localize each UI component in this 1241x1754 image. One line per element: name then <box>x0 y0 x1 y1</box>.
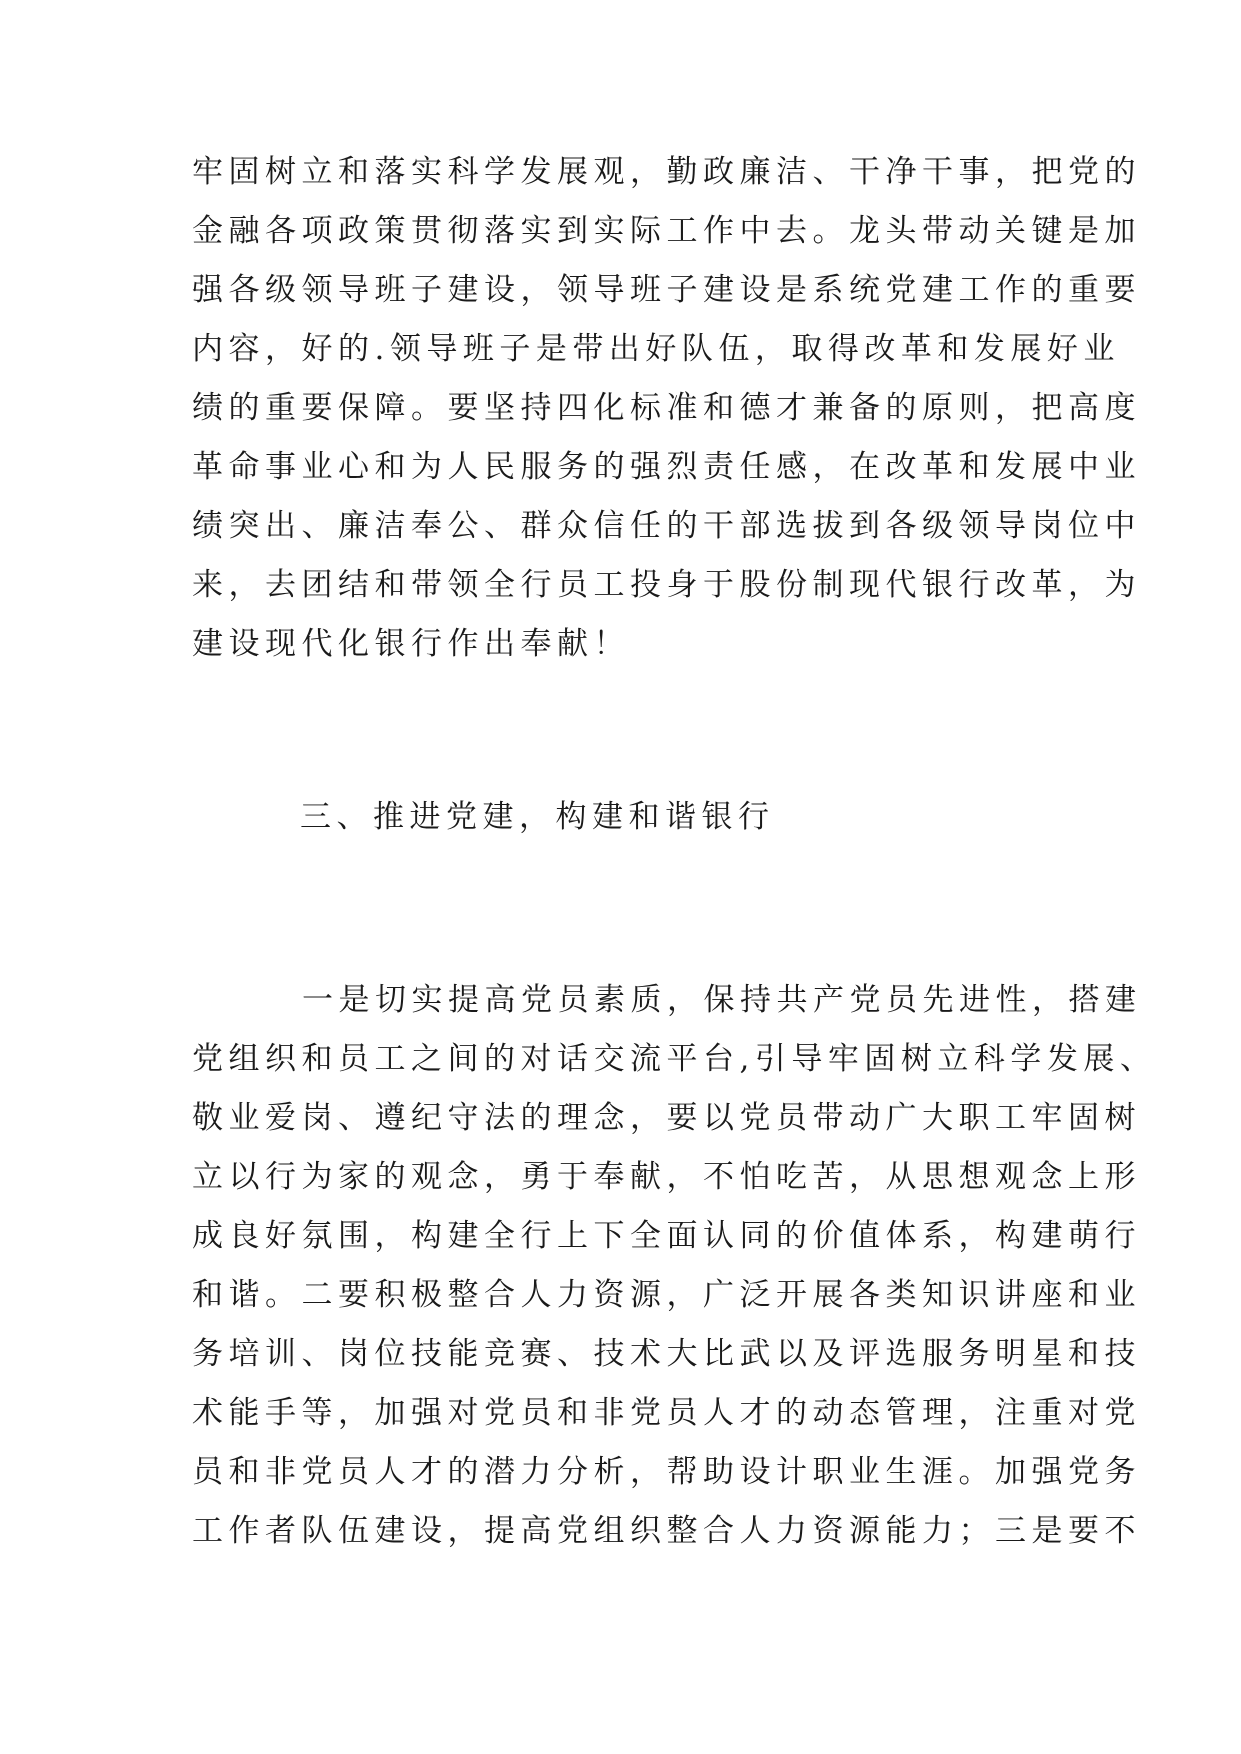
paragraph-1-line-2: 金融各项政策贯彻落实到实际工作中去。龙头带动关键是加 <box>192 213 1141 249</box>
paragraph-1-line-6: 革命事业心和为人民服务的强烈责任感，在改革和发展中业 <box>192 449 1141 485</box>
paragraph-1-line-1: 牢固树立和落实科学发展观，勤政廉洁、干净干事，把党的 <box>192 154 1141 190</box>
paragraph-2-line-5: 成良好氛围，构建全行上下全面认同的价值体系，构建萌行 <box>192 1218 1141 1254</box>
paragraph-2-line-2: 党组织和员工之间的对话交流平台,引导牢固树立科学发展、 <box>192 1041 1157 1077</box>
paragraph-2-line-9: 员和非党员人才的潜力分析，帮助设计职业生涯。加强党务 <box>192 1454 1141 1490</box>
paragraph-2-line-7: 务培训、岗位技能竞赛、技术大比武以及评选服务明星和技 <box>192 1336 1141 1372</box>
paragraph-2-line-8: 术能手等，加强对党员和非党员人才的动态管理，注重对党 <box>192 1395 1141 1431</box>
paragraph-1-line-8: 来，去团结和带领全行员工投身于股份制现代银行改革，为 <box>192 567 1141 603</box>
paragraph-1-line-4: 内容，好的.领导班子是带出好队伍，取得改革和发展好业 <box>192 331 1120 367</box>
paragraph-1-line-7: 绩突出、廉洁奉公、群众信任的干部选拔到各级领导岗位中 <box>192 508 1141 544</box>
paragraph-2-line-3: 敬业爱岗、遵纪守法的理念，要以党员带动广大职工牢固树 <box>192 1100 1141 1136</box>
paragraph-2-line-4: 立以行为家的观念，勇于奉献，不怕吃苦，从思想观念上形 <box>192 1159 1141 1195</box>
paragraph-2-line-6: 和谐。二要积极整合人力资源，广泛开展各类知识讲座和业 <box>192 1277 1141 1313</box>
paragraph-1-line-5: 绩的重要保障。要坚持四化标准和德才兼备的原则，把高度 <box>192 390 1141 426</box>
paragraph-2-line-10: 工作者队伍建设，提高党组织整合人力资源能力；三是要不 <box>192 1513 1141 1549</box>
paragraph-2-line-1: 一是切实提高党员素质，保持共产党员先进性，搭建 <box>302 982 1142 1018</box>
paragraph-1-line-3: 强各级领导班子建设，领导班子建设是系统党建工作的重要 <box>192 272 1141 308</box>
paragraph-1-line-9: 建设现代化银行作出奉献！ <box>192 626 630 662</box>
section-heading: 三、推进党建，构建和谐银行 <box>300 799 775 835</box>
